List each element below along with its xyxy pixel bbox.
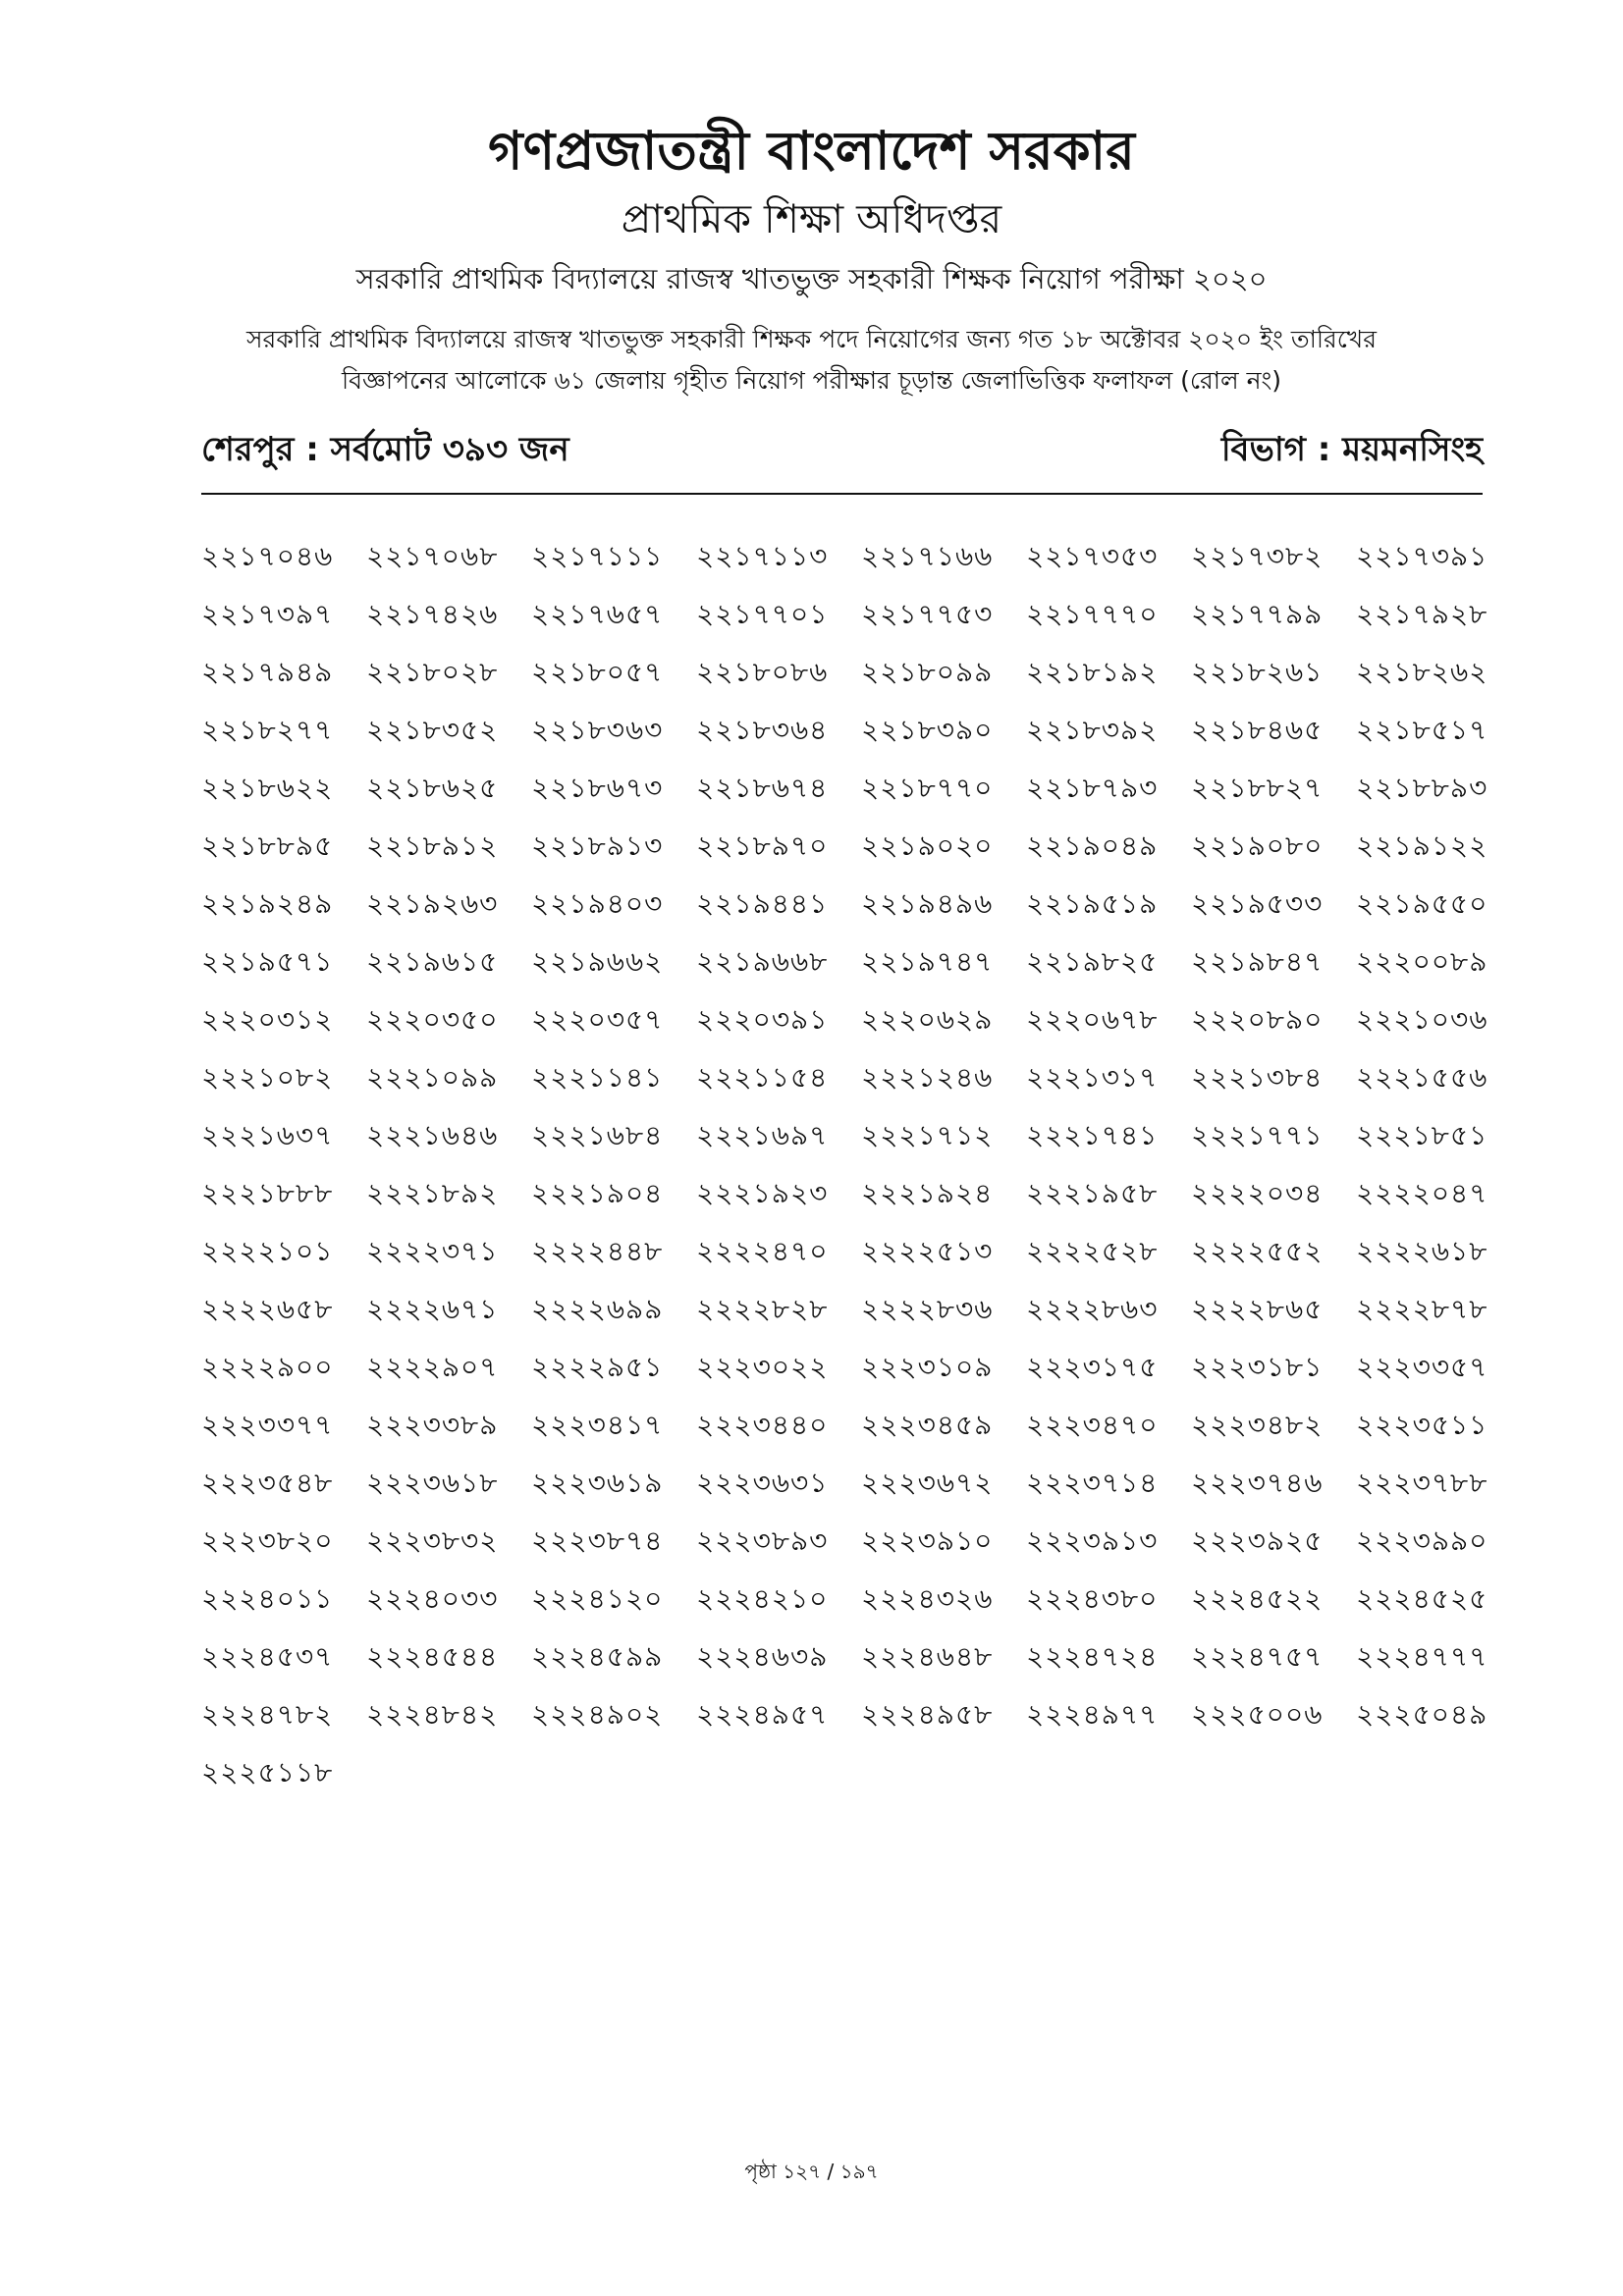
roll-number: ২২১৭৬৫৭ xyxy=(531,598,664,630)
roll-number: ২২১৭৯২৮ xyxy=(1356,598,1488,630)
roll-number: ২২১৭৩৯১ xyxy=(1356,540,1488,572)
roll-number: ২২২৩৯২৫ xyxy=(1191,1524,1324,1557)
roll-number: ২২১৯১২২ xyxy=(1356,829,1488,862)
roll-number: ২২২৩৪১৭ xyxy=(531,1409,664,1441)
roll-number: ২২২১৬৩৭ xyxy=(201,1119,334,1151)
roll-number: ২২২৩৩৮৯ xyxy=(366,1409,499,1441)
district-total: শেরপুর : সর্বমোট ৩৯৩ জন xyxy=(201,430,569,469)
roll-number: ২২২১৭১২ xyxy=(861,1119,994,1151)
roll-number: ২২২২৫১৩ xyxy=(861,1235,994,1267)
roll-number: ২২১৮০৫৭ xyxy=(531,656,664,688)
roll-number: ২২২৩৫১১ xyxy=(1356,1409,1488,1441)
roll-number: ২২১৮৭৯৩ xyxy=(1026,772,1159,804)
roll-number: ২২২৩১৮১ xyxy=(1191,1351,1324,1383)
roll-number: ২২১৭৩৫৩ xyxy=(1026,540,1159,572)
roll-number: ২২২৪৫২৫ xyxy=(1356,1582,1488,1615)
roll-number: ২২২৪৬৩৯ xyxy=(696,1640,829,1673)
roll-number: ২২১৮৮৯৫ xyxy=(201,829,334,862)
roll-number: ২২২১১৪১ xyxy=(531,1061,664,1094)
roll-number: ২২২৫০৪৯ xyxy=(1356,1698,1488,1731)
roll-number: ২২১৮০২৮ xyxy=(366,656,499,688)
roll-number: ২২১৮২৬২ xyxy=(1356,656,1488,688)
roll-number: ২২২৩৪৮২ xyxy=(1191,1409,1324,1441)
roll-number: ২২১৮২৭৭ xyxy=(201,714,334,746)
roll-number: ২২১৮৩৬৪ xyxy=(696,714,829,746)
description-line-2: বিজ্ঞাপনের আলোকে ৬১ জেলায় গৃহীত নিয়োগ পরীক্ষার চূড়ান্ত জেলাভিত্তিক ফলাফল (রোল নং) xyxy=(341,366,1282,395)
roll-number: ২২১৭৭৭০ xyxy=(1026,598,1159,630)
roll-number: ২২২১৭৪১ xyxy=(1026,1119,1159,1151)
roll-number: ২২১৮৬২২ xyxy=(201,772,334,804)
roll-number: ২২১৮৮২৭ xyxy=(1191,772,1324,804)
roll-number: ২২১৯০৪৯ xyxy=(1026,829,1159,862)
roll-number: ২২২২৯৫১ xyxy=(531,1351,664,1383)
roll-number: ২২২২৩৭১ xyxy=(366,1235,499,1267)
roll-number: ২২২০৬২৯ xyxy=(861,1003,994,1036)
roll-number: ২২১৭০৬৮ xyxy=(366,540,499,572)
roll-number: ২২১৮৯১২ xyxy=(366,829,499,862)
roll-number: ২২২১৯০৪ xyxy=(531,1177,664,1209)
roll-number: ২২১৭৪২৬ xyxy=(366,598,499,630)
roll-number: ২২১৯৭৪৭ xyxy=(861,945,994,978)
roll-number: ২২২০৩৫৭ xyxy=(531,1003,664,1036)
roll-number: ২২২০৬৭৮ xyxy=(1026,1003,1159,1036)
roll-number: ২২২২১০১ xyxy=(201,1235,334,1267)
roll-number: ২২২২৬১৮ xyxy=(1356,1235,1488,1267)
roll-number: ২২২৪৯৭৭ xyxy=(1026,1698,1159,1731)
roll-number: ২২২২৮৬৫ xyxy=(1191,1293,1324,1325)
roll-number: ২২১৭১১১ xyxy=(531,540,664,572)
roll-number: ২২২৪৯৫৮ xyxy=(861,1698,994,1731)
roll-number: ২২২১৬৮৪ xyxy=(531,1119,664,1151)
roll-number: ২২১৭৩৯৭ xyxy=(201,598,334,630)
roll-number: ২২২১১৫৪ xyxy=(696,1061,829,1094)
roll-number: ২২১৭৯৪৯ xyxy=(201,656,334,688)
roll-number: ২২২৩৮৯৩ xyxy=(696,1524,829,1557)
roll-number: ২২২৩৯১০ xyxy=(861,1524,994,1557)
government-title: গণপ্রজাতন্ত্রী বাংলাদেশ সরকার xyxy=(488,120,1135,182)
roll-number: ২২২৪১২০ xyxy=(531,1582,664,1615)
roll-number: ২২২৪৩২৬ xyxy=(861,1582,994,1615)
roll-number: ২২২৩৬১৯ xyxy=(531,1467,664,1499)
roll-number: ২২১৮৬২৫ xyxy=(366,772,499,804)
roll-number: ২২২২৪৪৮ xyxy=(531,1235,664,1267)
roll-number: ২২১৯৫৩৩ xyxy=(1191,887,1324,920)
roll-number: ২২১৮০৮৬ xyxy=(696,656,829,688)
roll-number: ২২২৩৬৭২ xyxy=(861,1467,994,1499)
roll-number: ২২২১৫৫৬ xyxy=(1356,1061,1488,1094)
roll-number: ২২১৮৫১৭ xyxy=(1356,714,1488,746)
roll-number: ২২২৩০২২ xyxy=(696,1351,829,1383)
roll-number: ২২২২৮৭৮ xyxy=(1356,1293,1488,1325)
division-label: বিভাগ : ময়মনসিংহ xyxy=(1220,430,1483,469)
roll-number: ২২১৮৪৬৫ xyxy=(1191,714,1324,746)
roll-number: ২২১৮৩৫২ xyxy=(366,714,499,746)
roll-number: ২২২০০৮৯ xyxy=(1356,945,1488,978)
roll-number: ২২২২৮২৮ xyxy=(696,1293,829,1325)
roll-number: ২২১৯৬৬২ xyxy=(531,945,664,978)
roll-number: ২২২৪৫৩৭ xyxy=(201,1640,334,1673)
roll-number: ২২২৩৯৯০ xyxy=(1356,1524,1488,1557)
roll-number: ২২১৯০৮০ xyxy=(1191,829,1324,862)
roll-number: ২২১৮৮৯৩ xyxy=(1356,772,1488,804)
roll-number: ২২২৪৫২২ xyxy=(1191,1582,1324,1615)
roll-number: ২২২৩১০৯ xyxy=(861,1351,994,1383)
roll-number: ২২২০৮৯০ xyxy=(1191,1003,1324,1036)
roll-number: ২২২৩৮২০ xyxy=(201,1524,334,1557)
roll-number-grid xyxy=(201,535,1497,1809)
roll-number: ২২১৮১৯২ xyxy=(1026,656,1159,688)
roll-number: ২২২১৩৮৪ xyxy=(1191,1061,1324,1094)
roll-number: ২২২১৭৭১ xyxy=(1191,1119,1324,1151)
page-number: পৃষ্ঠা ১২৭ / ১৯৭ xyxy=(744,2160,879,2183)
roll-number: ২২২৩৪৭০ xyxy=(1026,1409,1159,1441)
roll-number: ২২১৯৪০৩ xyxy=(531,887,664,920)
roll-number: ২২২৩৮৩২ xyxy=(366,1524,499,1557)
roll-number: ২২২৪৫৯৯ xyxy=(531,1640,664,1673)
roll-number: ২২২৩৭১৪ xyxy=(1026,1467,1159,1499)
roll-number: ২২১৯২৪৯ xyxy=(201,887,334,920)
roll-number: ২২২১৬৯৭ xyxy=(696,1119,829,1151)
roll-number: ২২২৪৭৮২ xyxy=(201,1698,334,1731)
roll-number: ২২২১২৪৬ xyxy=(861,1061,994,1094)
header-divider xyxy=(201,493,1483,495)
roll-number: ২২২৪৭৭৭ xyxy=(1356,1640,1488,1673)
roll-number: ২২২২৯০০ xyxy=(201,1351,334,1383)
roll-number: ২২১৯০২০ xyxy=(861,829,994,862)
roll-number: ২২১৭০৪৬ xyxy=(201,540,334,572)
roll-number: ২২২২৮৩৬ xyxy=(861,1293,994,1325)
roll-number: ২২১৮০৯৯ xyxy=(861,656,994,688)
roll-number: ২২১৮৩৯০ xyxy=(861,714,994,746)
roll-number: ২২১৯৫১৯ xyxy=(1026,887,1159,920)
roll-number: ২২১৯২৬৩ xyxy=(366,887,499,920)
roll-number: ২২১৮২৬১ xyxy=(1191,656,1324,688)
roll-number: ২২২৪৯৫৭ xyxy=(696,1698,829,1731)
roll-number: ২২২৩৫৪৮ xyxy=(201,1467,334,1499)
roll-number: ২২২৩৬১৮ xyxy=(366,1467,499,1499)
roll-number: ২২২১০৩৬ xyxy=(1356,1003,1488,1036)
roll-number: ২২২৪৮৪২ xyxy=(366,1698,499,1731)
roll-number: ২২১৭৩৮২ xyxy=(1191,540,1324,572)
roll-number: ২২১৮৩৬৩ xyxy=(531,714,664,746)
roll-number: ২২২১৮৯২ xyxy=(366,1177,499,1209)
roll-number: ২২১৯৪৪১ xyxy=(696,887,829,920)
roll-number: ২২১৯৪৯৬ xyxy=(861,887,994,920)
roll-number: ২২২১৮৮৮ xyxy=(201,1177,334,1209)
roll-number: ২২১৭১১৩ xyxy=(696,540,829,572)
roll-number: ২২১৮৯৭০ xyxy=(696,829,829,862)
roll-number: ২২২৩৮৭৪ xyxy=(531,1524,664,1557)
roll-number: ২২১৭১৬৬ xyxy=(861,540,994,572)
roll-number: ২২২১০৮২ xyxy=(201,1061,334,1094)
roll-number: ২২১৯৬১৫ xyxy=(366,945,499,978)
roll-number: ২২১৯৬৬৮ xyxy=(696,945,829,978)
roll-number: ২২২৪০১১ xyxy=(201,1582,334,1615)
roll-number: ২২২৪৩৮০ xyxy=(1026,1582,1159,1615)
roll-number: ২২২২৪৭০ xyxy=(696,1235,829,1267)
roll-number: ২২১৮৯১৩ xyxy=(531,829,664,862)
roll-number: ২২২২৬৫৮ xyxy=(201,1293,334,1325)
roll-number: ২২২২০৩৪ xyxy=(1191,1177,1324,1209)
roll-number: ২২২২৮৬৩ xyxy=(1026,1293,1159,1325)
roll-number: ২২২৩৪৫৯ xyxy=(861,1409,994,1441)
roll-number: ২২২৩৩৭৭ xyxy=(201,1409,334,1441)
roll-number: ২২২১৯২৩ xyxy=(696,1177,829,1209)
roll-number: ২২২৪৬৪৮ xyxy=(861,1640,994,1673)
roll-number: ২২২১৯২৪ xyxy=(861,1177,994,1209)
roll-number: ২২২৪০৩৩ xyxy=(366,1582,499,1615)
roll-number: ২২২৩৪৪০ xyxy=(696,1409,829,1441)
roll-number: ২২২৪৯০২ xyxy=(531,1698,664,1731)
roll-number: ২২১৯৫৫০ xyxy=(1356,887,1488,920)
roll-number: ২২১৮৩৯২ xyxy=(1026,714,1159,746)
roll-number: ২২১৯৮৪৭ xyxy=(1191,945,1324,978)
roll-number: ২২১৮৬৭৪ xyxy=(696,772,829,804)
description-line-1: সরকারি প্রাথমিক বিদ্যালয়ে রাজস্ব খাতভুক্ত সহকারী শিক্ষক পদে নিয়োগের জন্য গত ১৮ অক্টোবর ২০২০ ইং তারিখের xyxy=(246,325,1377,353)
roll-number: ২২১৯৫৭১ xyxy=(201,945,334,978)
roll-number: ২২২৩৯১৩ xyxy=(1026,1524,1159,1557)
roll-number: ২২১৭৭৫৩ xyxy=(861,598,994,630)
roll-number: ২২২১৯৫৮ xyxy=(1026,1177,1159,1209)
roll-number: ২২২২০৪৭ xyxy=(1356,1177,1488,1209)
roll-number: ২২২০৩৯১ xyxy=(696,1003,829,1036)
roll-number: ২২২২৫৫২ xyxy=(1191,1235,1324,1267)
roll-number: ২২২০৩৫০ xyxy=(366,1003,499,1036)
roll-number: ২২১৮৭৭০ xyxy=(861,772,994,804)
roll-number: ২২২০৩১২ xyxy=(201,1003,334,1036)
roll-number: ২২২৪৭২৪ xyxy=(1026,1640,1159,1673)
roll-number: ২২২১৩১৭ xyxy=(1026,1061,1159,1094)
roll-number: ২২২৫১১৮ xyxy=(201,1756,334,1789)
district-header xyxy=(201,424,1483,483)
roll-number: ২২২৪৫৪৪ xyxy=(366,1640,499,1673)
roll-number: ২২২১৬৪৬ xyxy=(366,1119,499,1151)
roll-number: ২২২৩৬৩১ xyxy=(696,1467,829,1499)
roll-number: ২২২১৮৫১ xyxy=(1356,1119,1488,1151)
roll-number: ২২২২৬৭১ xyxy=(366,1293,499,1325)
roll-number: ২২১৯৮২৫ xyxy=(1026,945,1159,978)
roll-number: ২২২৩৭৪৬ xyxy=(1191,1467,1324,1499)
roll-number: ২২২৩৭৮৮ xyxy=(1356,1467,1488,1499)
roll-number: ২২২৩৩৫৭ xyxy=(1356,1351,1488,1383)
roll-number: ২২১৭৭৯৯ xyxy=(1191,598,1324,630)
directorate-title: প্রাথমিক শিক্ষা অধিদপ্তর xyxy=(621,195,1002,242)
roll-number: ২২১৭৭০১ xyxy=(696,598,829,630)
roll-number: ২২২৩১৭৫ xyxy=(1026,1351,1159,1383)
roll-number: ২২২২৫২৮ xyxy=(1026,1235,1159,1267)
exam-title: সরকারি প্রাথমিক বিদ্যালয়ে রাজস্ব খাতভুক্ত সহকারী শিক্ষক নিয়োগ পরীক্ষা ২০২০ xyxy=(355,262,1268,295)
roll-number: ২২১৮৬৭৩ xyxy=(531,772,664,804)
roll-number: ২২২২৯০৭ xyxy=(366,1351,499,1383)
roll-number: ২২২২৬৯৯ xyxy=(531,1293,664,1325)
result-description xyxy=(0,319,1623,401)
roll-number: ২২২১০৯৯ xyxy=(366,1061,499,1094)
roll-number: ২২২৫০০৬ xyxy=(1191,1698,1324,1731)
roll-number: ২২২৪৭৫৭ xyxy=(1191,1640,1324,1673)
roll-number: ২২২৪২১০ xyxy=(696,1582,829,1615)
